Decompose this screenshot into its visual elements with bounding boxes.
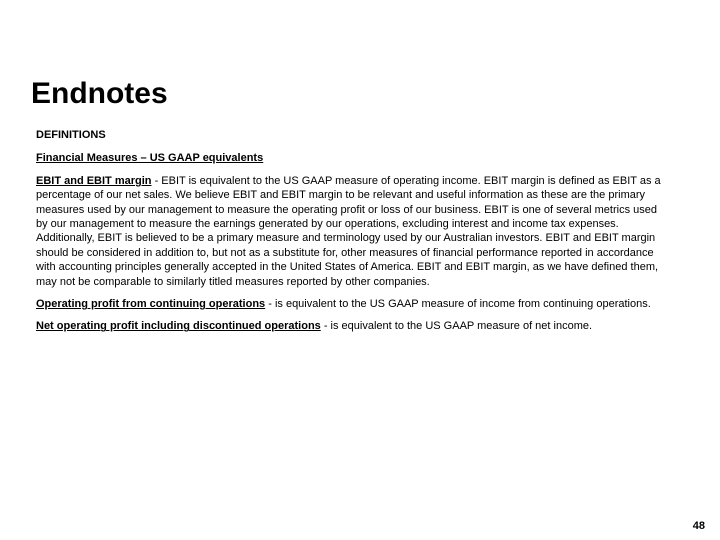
- slide-title: Endnotes: [31, 77, 168, 110]
- endnotes-content: [36, 128, 668, 342]
- definition-operating-profit: [36, 297, 668, 311]
- definition-ebit: [36, 174, 668, 289]
- definition-text: - is equivalent to the US GAAP measure of net income.: [320, 320, 593, 333]
- definition-term: EBIT and EBIT margin: [36, 174, 152, 187]
- financial-measures-subheading: Financial Measures – US GAAP equivalents: [36, 152, 264, 165]
- definition-net-operating-profit: [36, 319, 668, 333]
- definition-term: Operating profit from continuing operations: [36, 298, 266, 311]
- definition-text: - EBIT is equivalent to the US GAAP measure of operating income. EBIT margin is defined as EBIT as a percentage of our net sales. We believe EBIT and EBIT margin to be relevant and useful information as these are the primary measures used by our management to measure the operating profit or loss of our business. EBIT is one of several metrics used by our management to measure the earnings generated by our operations, excluding interest and income tax expenses. Additionally, EBIT is believed to be a primary measure and terminology used by our Australian investors. EBIT and EBIT margin should be considered in addition to, but not as a substitute for, other measures of financial performance reported in accordance with accounting principles generally accepted in the United States of America. EBIT and EBIT margin, as we have defined them, may not be comparable to similarly titled measures reported by other companies.: [36, 174, 661, 288]
- definition-text: - is equivalent to the US GAAP measure of income from continuing operations.: [265, 298, 651, 311]
- page-number: 48: [692, 520, 705, 532]
- definition-term: Net operating profit including discontinued operations: [36, 320, 321, 333]
- definitions-heading: DEFINITIONS: [36, 129, 106, 141]
